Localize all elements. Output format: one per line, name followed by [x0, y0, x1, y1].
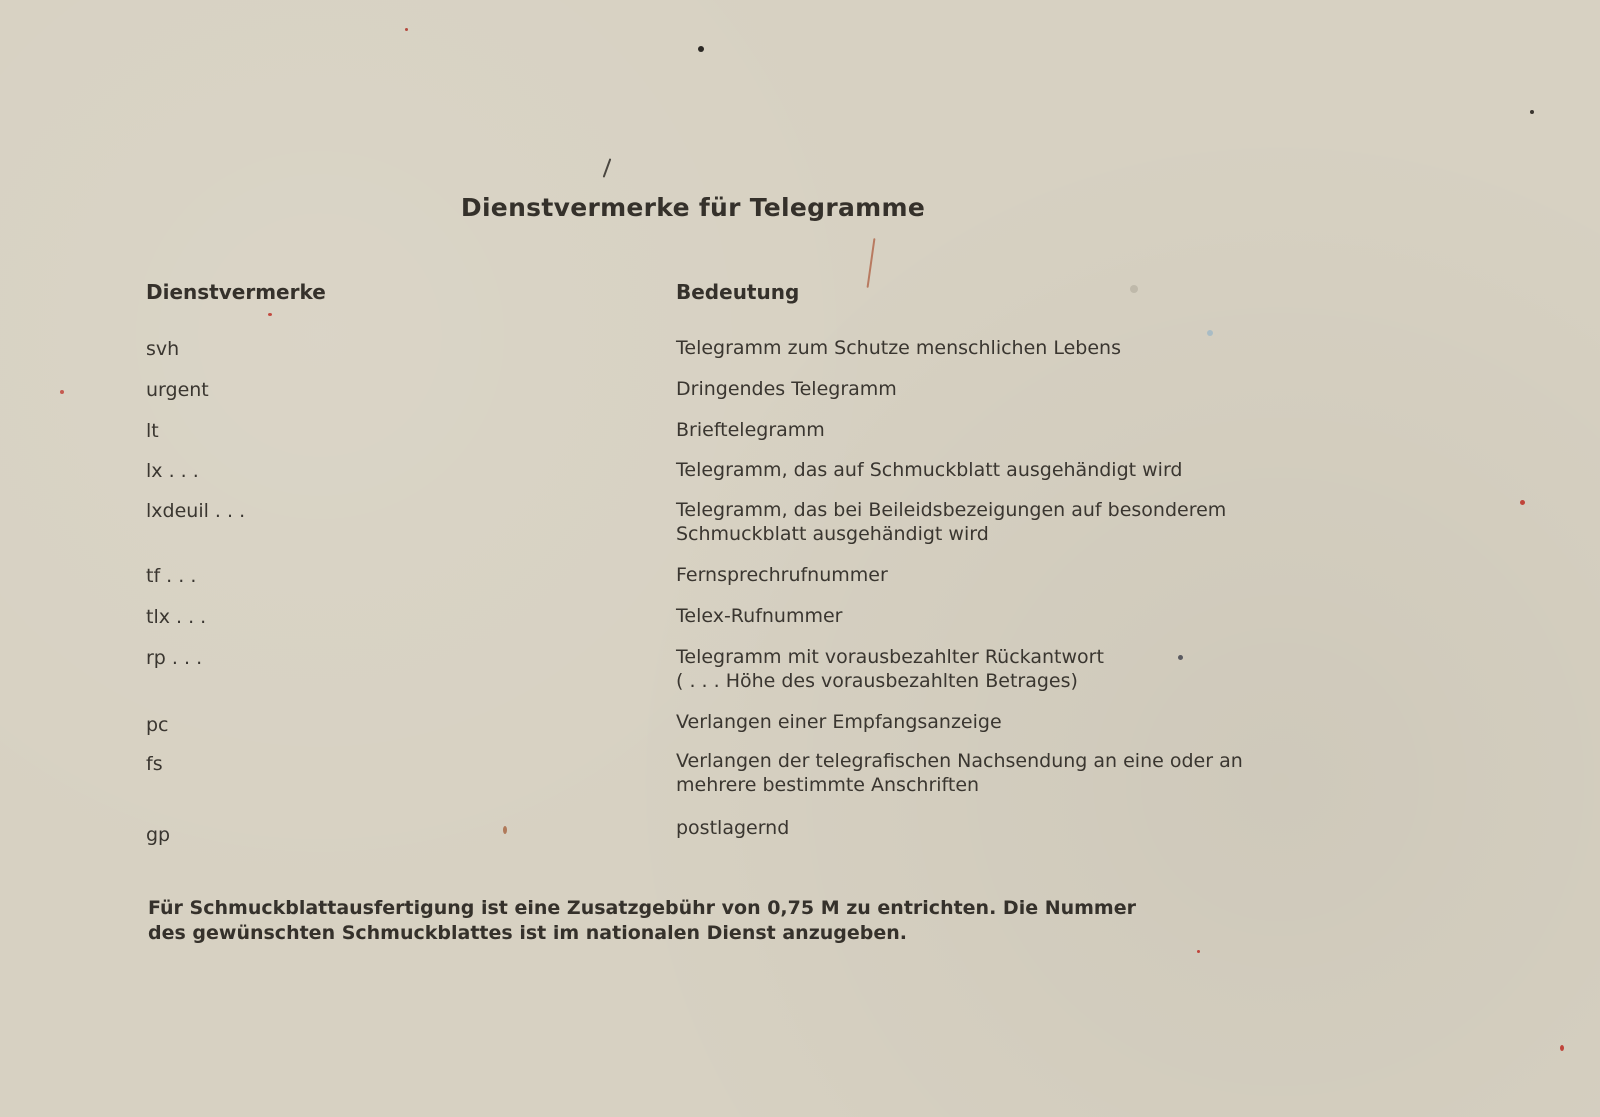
- service-meaning: postlagernd: [676, 817, 790, 839]
- service-meaning: Brieftelegramm: [676, 419, 825, 441]
- service-meaning: Verlangen der telegrafischen Nachsendung an eine oder an mehrere bestimmte Anschriften: [676, 750, 1243, 796]
- paper-speck: [1530, 110, 1534, 114]
- paper-speck: [1560, 1045, 1564, 1051]
- paper-fiber: [603, 158, 612, 177]
- service-meaning: Telegramm zum Schutze menschlichen Lebens: [676, 337, 1121, 359]
- service-code: tlx . . .: [146, 606, 207, 628]
- service-code: lt: [146, 420, 159, 442]
- service-meaning: Telegramm mit vorausbezahlter Rückantwort ( . . . Höhe des vorausbezahlten Betrages): [676, 646, 1104, 692]
- service-meaning: Verlangen einer Empfangsanzeige: [676, 711, 1002, 733]
- footer-note: Für Schmuckblattausfertigung ist eine Zusatzgebühr von 0,75 M zu entrichten. Die Nummer des gewünschten Schmuckblattes ist im nationalen Dienst anzugeben.: [148, 897, 1136, 944]
- column-header-meaning: Bedeutung: [676, 280, 800, 304]
- service-code: lxdeuil . . .: [146, 500, 246, 522]
- service-code: rp . . .: [146, 647, 203, 669]
- paper-speck: [1130, 285, 1138, 293]
- service-meaning: Telegramm, das auf Schmuckblatt ausgehändigt wird: [676, 459, 1183, 481]
- paper-speck: [1197, 950, 1200, 953]
- service-code: fs: [146, 753, 163, 775]
- service-code: pc: [146, 714, 169, 736]
- service-meaning: Fernsprechrufnummer: [676, 564, 888, 586]
- column-header-code: Dienstvermerke: [146, 280, 326, 304]
- paper-fiber: [867, 238, 876, 288]
- service-meaning: Dringendes Telegramm: [676, 378, 897, 400]
- service-code: lx . . .: [146, 460, 199, 482]
- paper-speck: [268, 313, 272, 316]
- paper-speck: [503, 826, 507, 834]
- paper-speck: [60, 390, 64, 394]
- service-code: urgent: [146, 379, 209, 401]
- paper-speck: [698, 46, 704, 52]
- paper-speck: [1520, 500, 1525, 505]
- service-meaning: Telegramm, das bei Beileidsbezeigungen auf besonderem Schmuckblatt ausgehändigt wird: [676, 499, 1227, 545]
- service-code: gp: [146, 824, 171, 846]
- service-code: tf . . .: [146, 565, 197, 587]
- service-code: svh: [146, 338, 180, 360]
- paper-speck: [405, 28, 408, 31]
- service-meaning: Telex-Rufnummer: [676, 605, 843, 627]
- document-title: Dienstvermerke für Telegramme: [460, 193, 926, 222]
